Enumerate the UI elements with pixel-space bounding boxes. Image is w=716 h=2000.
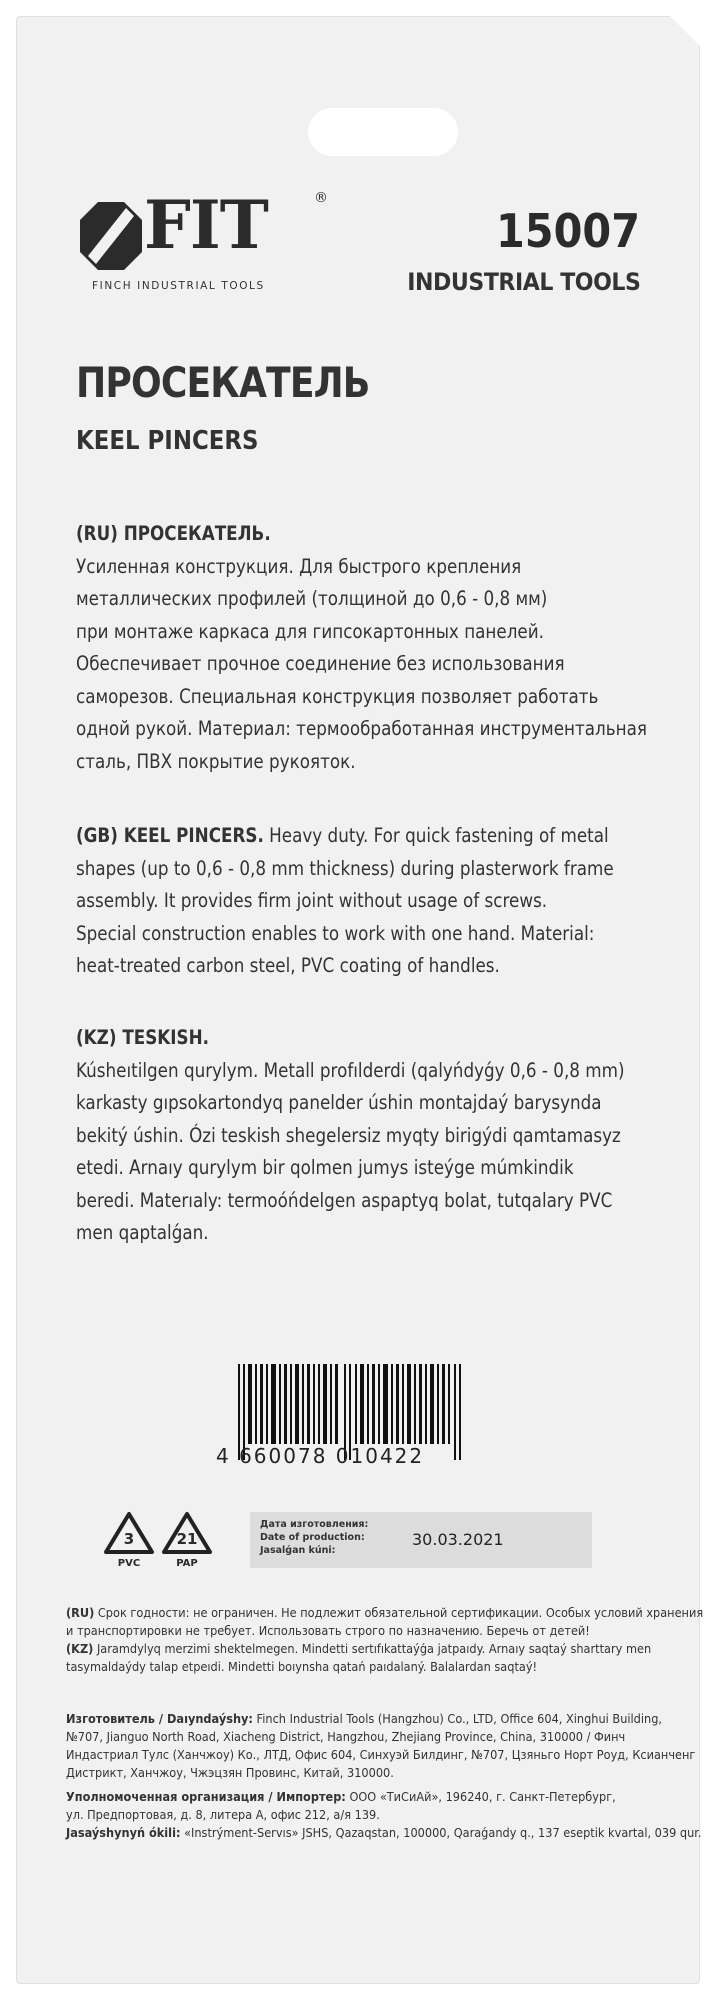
hang-slot	[308, 108, 458, 156]
description-line: Special construction enables to work with one hand. Material:	[76, 921, 595, 945]
product-title-en: KEEL PINCERS	[76, 426, 259, 456]
description-gb-heading: (GB) KEEL PINCERS.	[76, 824, 264, 847]
model-number: 15007	[496, 204, 640, 258]
fine-print-line: и транспортировки не требует. Использовать строго по назначению. Беречь от детей!	[66, 1623, 590, 1638]
description-line: металлических профилей (толщиной до 0,6 - 0,8 мм)	[76, 587, 548, 610]
recycle-label: PVC	[117, 1558, 141, 1569]
description-line: Обеспечивает прочное соединение без использования	[76, 652, 565, 675]
fine-print-line: Дистрикт, Ханчжоу, Чжэцзян Провинс, Китай, 310000.	[66, 1765, 394, 1780]
description-ru	[76, 518, 669, 778]
product-category: INDUSTRIAL TOOLS	[406, 268, 640, 296]
fine-print-line: №707, Jianguo North Road, Xiacheng District, Hangzhou, Zhejiang Province, China, 310000 / Финч	[66, 1729, 626, 1744]
product-title-ru: ПРОСЕКАТЕЛЬ	[76, 358, 370, 407]
description-line: shapes (up to 0,6 - 0,8 mm thickness) during plasterwork frame	[76, 856, 614, 880]
card-corner-cut	[670, 16, 700, 46]
fine-print-ru-prefix: (RU)	[66, 1605, 95, 1620]
description-line: karkasty gıpsokartondyq panelder úshin montajdaý barysynda	[76, 1091, 602, 1114]
storage-notes	[66, 1604, 704, 1676]
description-line: саморезов. Специальная конструкция позволяет работать	[76, 684, 599, 708]
importer-info	[66, 1788, 702, 1842]
fine-print-line: ул. Предпортовая, д. 8, литера А, офис 212, а/я 139.	[66, 1807, 380, 1822]
manufacturer-label: Изготовитель / Daıyndaýshy:	[66, 1711, 253, 1726]
packaging-card	[16, 16, 700, 1984]
logo-octagon-icon	[78, 200, 144, 272]
description-gb	[76, 820, 669, 983]
recycle-label: PAP	[176, 1558, 198, 1569]
date-label-kz: Jasalǵan kúni:	[260, 1545, 336, 1556]
description-line: Kúsheıtilgen qurylym. Metall profılderdi (qalyńdyǵy 0,6 - 0,8 mm)	[76, 1058, 625, 1082]
recycle-pap-icon	[160, 1510, 214, 1570]
manufacturer-info	[66, 1710, 696, 1782]
production-date-labels	[260, 1518, 368, 1557]
production-date-value: 30.03.2021	[412, 1530, 504, 1549]
description-line: Heavy duty. For quick fastening of metal	[263, 824, 609, 847]
description-line: etedi. Arnaıy qurylym bir qolmen jumys isteýge múmkindik	[76, 1156, 574, 1179]
date-label-en: Date of production:	[260, 1532, 365, 1543]
description-line: при монтаже каркаса для гипсокартонных панелей.	[76, 619, 544, 643]
description-line: одной рукой. Материал: термообработанная инструментальная	[76, 717, 647, 740]
fine-print-kz-prefix: (KZ)	[66, 1641, 94, 1656]
recycle-pvc-icon	[102, 1510, 156, 1570]
description-line: heat-treated carbon steel, PVC coating of handles.	[76, 954, 500, 977]
fine-print-line: «Instrýment-Servıs» JSHS, Qazaqstan, 100000, Qaraǵandy q., 137 eseptik kvartal, 039 qur.	[180, 1825, 702, 1840]
fine-print-line: Индастриал Тулс (Ханчжоу) Ко., ЛТД, Офис 604, Синхуэй Билдинг, №707, Цзяньго Норт Роуд, Ксианченг	[66, 1747, 696, 1762]
kz-office-label: Jasaýshynyń ókili:	[66, 1825, 181, 1840]
importer-label: Уполномоченная организация / Импортер:	[66, 1789, 346, 1804]
logo-tagline: FINCH INDUSTRIAL TOOLS	[92, 280, 265, 292]
fine-print-line: Jaramdylyq merzimi shektelmegen. Mindetti sertıfıkattaýǵa jatpaıdy. Arnaıy saqtaý sharttary men	[93, 1641, 652, 1656]
description-line: Усиленная конструкция. Для быстрого крепления	[76, 554, 522, 578]
production-date-box	[250, 1512, 592, 1568]
description-line: сталь, ПВХ покрытие рукояток.	[76, 749, 356, 773]
fine-print-line: tasymaldaýdy talap etpeıdi. Mindetti boıynsha qatań paıdalaný. Balalardan saqtaý!	[66, 1659, 538, 1674]
registered-mark: ®	[314, 190, 328, 206]
brand-logo	[78, 186, 328, 296]
description-ru-heading: (RU) ПРОСЕКАТЕЛЬ.	[76, 522, 271, 545]
description-kz-heading: (KZ) TESKISH.	[76, 1026, 210, 1049]
recycle-code: 3	[123, 1530, 135, 1548]
description-line: assembly. It provides firm joint without usage of screws.	[76, 889, 548, 912]
fine-print-line: ООО «ТиСиАй», 196240, г. Санкт-Петербург,	[345, 1789, 616, 1804]
fine-print-line: Finch Industrial Tools (Hangzhou) Co., LTD, Office 604, Xinghui Building,	[252, 1711, 663, 1726]
logo-wordmark: FIT	[144, 186, 268, 264]
description-line: beredi. Materıaly: termoóńdelgen aspaptyq bolat, tutqalary PVC	[76, 1188, 613, 1212]
barcode-digits: 4 660078 010422	[216, 1444, 425, 1468]
description-line: bekitý úshin. Ózi teskish shegelersiz myqty birigýdi qamtamasyz	[76, 1123, 621, 1147]
description-kz	[76, 1022, 669, 1250]
recycle-code: 21	[176, 1530, 198, 1548]
date-label-ru: Дата изготовления:	[260, 1519, 369, 1530]
fine-print-line: Срок годности: не ограничен. Не подлежит обязательной сертификации. Особых условий хранения	[94, 1605, 704, 1620]
description-line: men qaptalǵan.	[76, 1221, 209, 1244]
